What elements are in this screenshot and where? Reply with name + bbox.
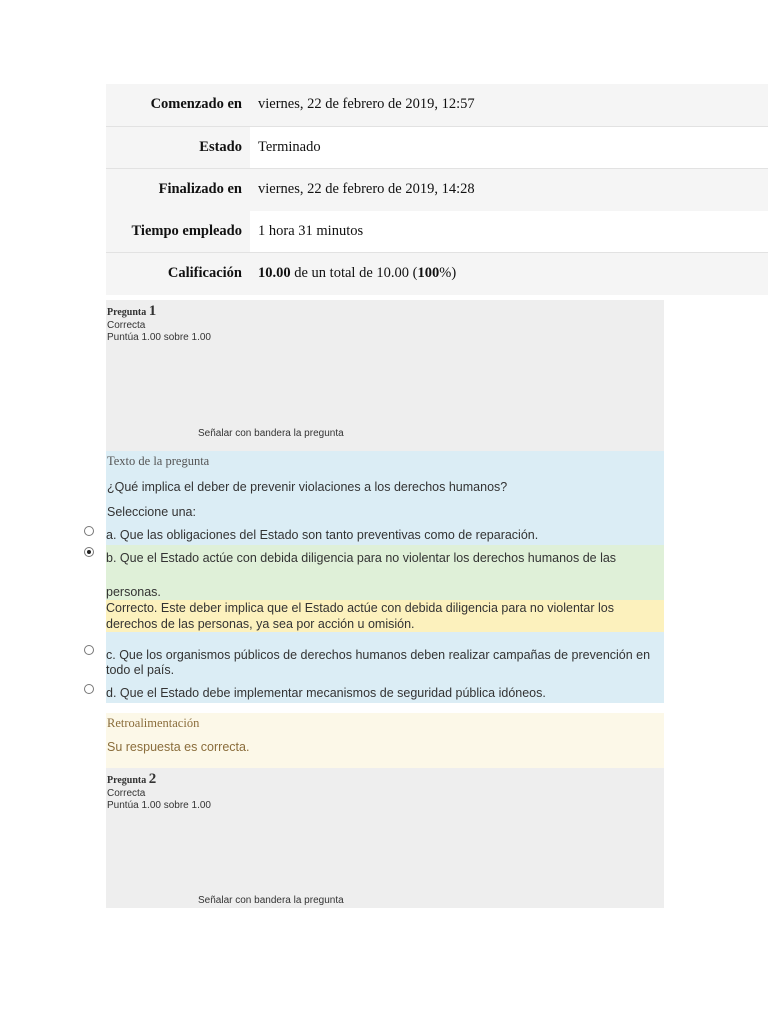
summary-label: Tiempo empleado [106, 211, 250, 253]
summary-value: 1 hora 31 minutos [258, 222, 364, 239]
summary-value: viernes, 22 de febrero de 2019, 12:57 [258, 96, 475, 112]
summary-label: Calificación [167, 265, 242, 282]
summary-label: Estado [106, 127, 250, 169]
question-1-info [106, 300, 664, 451]
answer-d-radio[interactable] [84, 684, 94, 694]
general-feedback [106, 713, 664, 768]
answer-b[interactable] [106, 545, 664, 600]
answer-c-radio[interactable] [84, 645, 94, 655]
question-text: ¿Qué implica el deber de prevenir violaciones a los derechos humanos? [107, 480, 508, 494]
answer-prompt: Seleccione una: [107, 505, 196, 519]
question-state: Correcta [107, 320, 146, 331]
answer-c[interactable]: c. Que los organismos públicos de derechos humanos deben realizar campañas de prevención en todo el país. [106, 648, 651, 677]
question-number: Pregunta 1 [107, 303, 157, 319]
answer-b-line1: b. Que el Estado actúe con debida diligencia para no violentar los derechos humanos de las [106, 551, 617, 565]
summary-label: Finalizado en [158, 181, 242, 198]
question-number: Pregunta 2 [107, 771, 157, 787]
summary-value: Terminado [258, 138, 321, 155]
grade-percent: 100 [417, 265, 440, 282]
question-grade: Puntúa 1.00 sobre 1.00 [107, 800, 211, 811]
grade-score: 10.00 [258, 265, 291, 282]
summary-row-state [106, 126, 768, 169]
answer-b-line2: personas. [106, 585, 161, 599]
answer-a[interactable]: a. Que las obligaciones del Estado son tanto preventivas como de reparación. [106, 528, 539, 542]
flag-question-link[interactable]: Señalar con bandera la pregunta [198, 428, 344, 439]
answer-b-radio[interactable] [84, 547, 94, 557]
answer-a-radio[interactable] [84, 526, 94, 536]
summary-row-finished [106, 168, 768, 211]
question-2-info [106, 768, 664, 908]
attempt-summary-table [106, 84, 768, 295]
summary-row-started [106, 84, 768, 126]
question-state: Correcta [107, 788, 146, 799]
flag-question-link[interactable]: Señalar con bandera la pregunta [198, 895, 344, 906]
grade-percent-suffix: %) [439, 265, 457, 282]
general-feedback-title: Retroalimentación [107, 716, 200, 730]
question-grade: Puntúa 1.00 sobre 1.00 [107, 332, 211, 343]
specific-feedback: Correcto. Este deber implica que el Estado actúe con debida diligencia para no violentar los derechos de las personas, ya sea por acción u omisión. [106, 600, 664, 632]
grade-total: de un total de 10.00 ( [290, 265, 418, 282]
summary-row-grade [106, 252, 768, 295]
summary-value: viernes, 22 de febrero de 2019, 14:28 [258, 181, 475, 198]
answer-d[interactable]: d. Que el Estado debe implementar mecanismos de seguridad pública idóneos. [106, 686, 546, 700]
summary-label: Comenzado en [150, 96, 242, 112]
summary-value [250, 253, 768, 295]
general-feedback-text: Su respuesta es correcta. [107, 740, 250, 754]
question-text-title: Texto de la pregunta [107, 454, 210, 468]
summary-row-time [106, 211, 768, 253]
